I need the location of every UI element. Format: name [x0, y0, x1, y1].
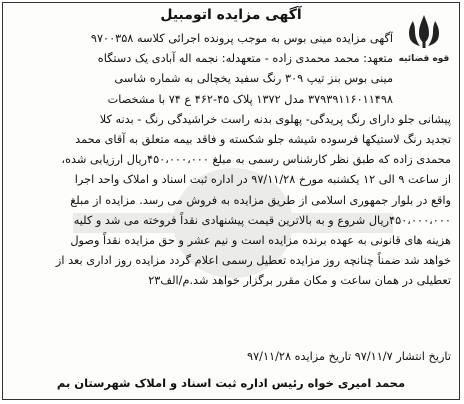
body-line: از ساعت ۹ الی ۱۲ یکشنبه مورخ ۹۷/۱۱/۲۸ در اداره ثبت اسناد و املاک واحد اجرا	[74, 173, 451, 187]
body-line: هزینه های قانونی به عهده برنده مزایده است و نیم عشر و حق مزایده نقداً وصول	[70, 234, 451, 248]
body-line: تعطیلی در همان ساعت و مکان مقرر برگزار خواهد شد.م/الف۲۳	[148, 274, 451, 288]
notice-body	[11, 29, 451, 292]
emblem-label: قوه قضائیه	[398, 54, 450, 64]
body-line: تجدید رنگ لاستیکها فرسوده شیشه جلو شکسته و فاقد بیمه متعلق به آقای محمد	[75, 133, 451, 147]
body-line: واقع در بلوار جمهوری اسلامی از طریق مزایده به فروش می رسد. مزایده از مبلغ	[70, 193, 451, 207]
signature-line: محمد امیری خواه رئیس اداره ثبت اسناد و املاک شهرستان بم	[56, 376, 406, 390]
body-line: پیشانی جلو دارای رنگ پریدگی- پهلوی بدنه راست خراشیدگی رنگ - بدنه کلا	[99, 112, 451, 126]
body-line: آگهی مزایده مینی بوس به موجب پرونده اجرائی کلاسه ۹۷۰۰۳۵۸	[90, 32, 393, 45]
publication-dates: تاریخ انتشار ۹۷/۱۱/۷ تاریخ مزایده ۹۷/۱۱/۲۸	[247, 350, 451, 363]
notice-title: آگهی مزایده اتومبیل	[160, 7, 302, 23]
body-line: محمدی زاده که طبق نظر کارشناس رسمی به مبلغ ۴۵۰،۰۰۰،۰۰۰ریال ارزیابی شده،	[61, 153, 451, 167]
body-line: مینی بوس بنز تیپ ۳۰۹ رنگ سفید یخچالی به شماره شاسی	[114, 72, 393, 86]
body-line: متعهد: محمد محمدی زاده - متعهدله: نجمه اله آبادی یک دستگاه	[97, 52, 393, 66]
body-line: خواهد شد ضمناً چنانچه روز مزایده تعطیل رسمی اعلام گردد مزایده روز اداری بعد از	[55, 254, 451, 268]
body-line: ۳۷۹۳۹۱۱۶۰۱۱۴۹۸ مدل ۱۳۷۲ پلاک ۴۵-۴۶۲ ع ۷۴ با مشخصات	[107, 92, 393, 106]
body-line: ۴۵۰،۰۰۰،۰۰۰ریال شروع و به بالاترین قیمت پیشنهادی نقداً فروخته می شد و کلیه	[73, 213, 451, 227]
auction-notice	[2, 2, 460, 400]
